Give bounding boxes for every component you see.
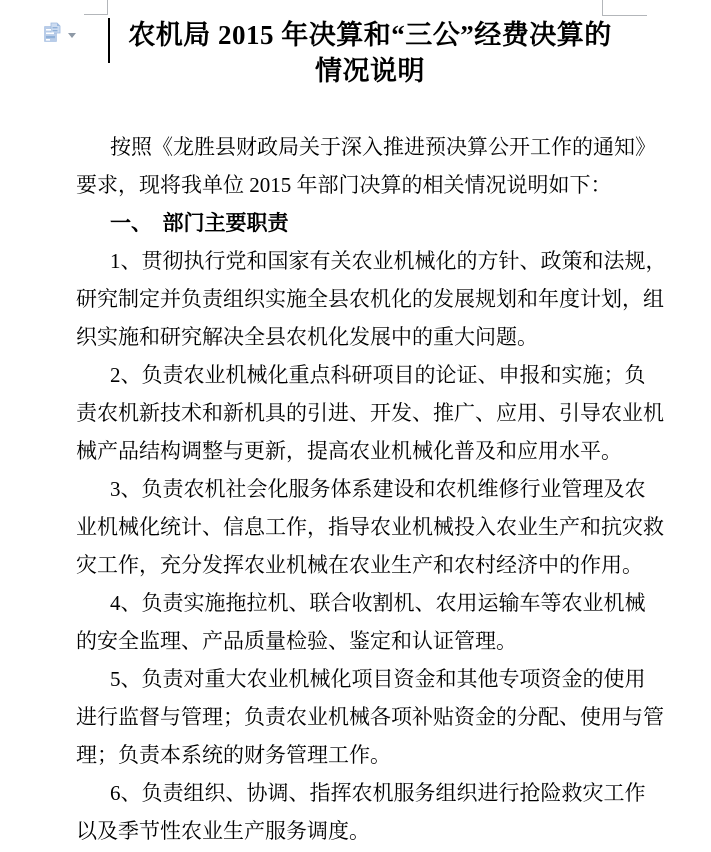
document-body[interactable] <box>76 128 667 850</box>
text-line[interactable]: 3、负责农机社会化服务体系建设和农机维修行业管理及农 <box>110 477 646 501</box>
text-line[interactable]: 以及季节性农业生产服务调度。 <box>76 819 370 843</box>
title-line-1[interactable]: 农机局 2015 年决算和“三公”经费决算的 <box>128 20 612 50</box>
text-line[interactable]: 1、贯彻执行党和国家有关农业机械化的方针、政策和法规， <box>110 249 667 273</box>
text-boundary-mark-left-vertical <box>107 0 108 15</box>
text-line[interactable]: 械产品结构调整与更新，提高农业机械化普及和应用水平。 <box>76 439 622 463</box>
text-line[interactable]: 一、 部门主要职责 <box>110 211 289 235</box>
clipboard-document-icon <box>41 22 62 45</box>
text-line[interactable]: 6、负责组织、协调、指挥农机服务组织进行抢险救灾工作 <box>110 781 646 805</box>
text-boundary-mark-right-vertical <box>602 0 603 15</box>
document-title[interactable] <box>76 17 664 89</box>
title-line-2[interactable]: 情况说明 <box>315 56 425 86</box>
text-line[interactable]: 理；负责本系统的财务管理工作。 <box>76 743 391 767</box>
paste-options-button[interactable] <box>41 22 79 48</box>
text-line[interactable]: 4、负责实施拖拉机、联合收割机、农用运输车等农业机械 <box>110 591 646 615</box>
text-line[interactable]: 按照《龙胜县财政局关于深入推进预决算公开工作的通知》 <box>110 135 656 159</box>
chevron-down-icon <box>68 33 76 38</box>
text-line[interactable]: 的安全监理、产品质量检验、鉴定和认证管理。 <box>76 629 517 653</box>
text-line[interactable]: 5、负责对重大农业机械化项目资金和其他专项资金的使用 <box>110 667 646 691</box>
text-line[interactable]: 要求，现将我单位 2015 年部门决算的相关情况说明如下： <box>76 173 612 197</box>
text-boundary-mark-right-horizontal <box>602 15 647 16</box>
text-line[interactable]: 研究制定并负责组织实施全县农机化的发展规划和年度计划，组 <box>76 287 664 311</box>
text-line[interactable]: 业机械化统计、信息工作，指导农业机械投入农业生产和抗灾救 <box>76 515 664 539</box>
text-boundary-mark-left-horizontal <box>84 14 108 15</box>
text-line[interactable]: 织实施和研究解决全县农机化发展中的重大问题。 <box>76 325 538 349</box>
text-line[interactable]: 责农机新技术和新机具的引进、开发、推广、应用、引导农业机 <box>76 401 664 425</box>
text-line[interactable]: 灾工作，充分发挥农业机械在农业生产和农村经济中的作用。 <box>76 553 643 577</box>
text-line[interactable]: 2、负责农业机械化重点科研项目的论证、申报和实施；负 <box>110 363 646 387</box>
text-line[interactable]: 进行监督与管理；负责农业机械各项补贴资金的分配、使用与管 <box>76 705 664 729</box>
